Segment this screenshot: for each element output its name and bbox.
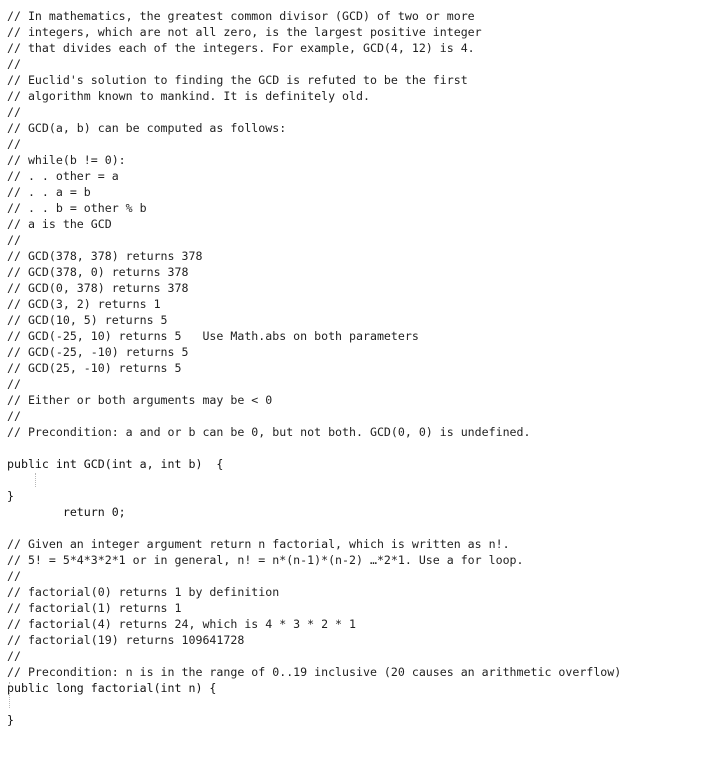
gcd-return-line	[7, 472, 715, 519]
code-line: // GCD(-25, 10) returns 5 Use Math.abs on both parameters	[7, 329, 419, 343]
code-line	[7, 520, 715, 536]
code-line: // while(b != 0):	[7, 153, 126, 167]
gcd-return-text: return 0;	[34, 505, 126, 519]
code-line: // Precondition: a and or b can be 0, but not both. GCD(0, 0) is undefined.	[7, 425, 531, 439]
code-line: // factorial(1) returns 1	[7, 601, 182, 615]
code-line: // GCD(10, 5) returns 5	[7, 313, 168, 327]
code-line: // GCD(0, 378) returns 378	[7, 281, 189, 295]
code-line: // . . a = b	[7, 185, 91, 199]
code-editor[interactable]	[7, 8, 715, 728]
code-line: // integers, which are not all zero, is the largest positive integer	[7, 25, 482, 39]
code-line: //	[7, 569, 21, 583]
code-line: // . . b = other % b	[7, 201, 147, 215]
code-line: // GCD(-25, -10) returns 5	[7, 345, 189, 359]
code-line: // Either or both arguments may be < 0	[7, 393, 273, 407]
code-line: //	[7, 409, 21, 423]
code-line: // factorial(4) returns 24, which is 4 * 3 * 2 * 1	[7, 617, 357, 631]
code-line: // GCD(378, 0) returns 378	[7, 265, 189, 279]
gcd-signature-line: public int GCD(int a, int b) {	[7, 457, 224, 471]
code-line: // 5! = 5*4*3*2*1 or in general, n! = n*(n-1)*(n-2) …*2*1. Use a for loop.	[7, 553, 524, 567]
factorial-close-brace-line: }	[7, 713, 14, 727]
code-line: // algorithm known to mankind. It is definitely old.	[7, 89, 370, 103]
code-line: // GCD(3, 2) returns 1	[7, 297, 161, 311]
code-line: //	[7, 57, 21, 71]
factorial-body-line	[7, 696, 715, 712]
code-line: // . . other = a	[7, 169, 119, 183]
code-line: // Precondition: n is in the range of 0..19 inclusive (20 causes an arithmetic overflow)	[7, 665, 622, 679]
code-line	[7, 440, 715, 456]
code-line: //	[7, 233, 21, 247]
factorial-signature-line: public long factorial(int n) {	[7, 681, 217, 695]
code-line: // In mathematics, the greatest common divisor (GCD) of two or more	[7, 9, 475, 23]
code-line: //	[7, 649, 21, 663]
indent-guide	[9, 682, 10, 708]
gcd-close-brace-line: }	[7, 489, 14, 503]
code-line: // GCD(a, b) can be computed as follows:	[7, 121, 287, 135]
code-line: // a is the GCD	[7, 217, 112, 231]
code-line: // GCD(378, 378) returns 378	[7, 249, 203, 263]
code-line: // GCD(25, -10) returns 5	[7, 361, 182, 375]
code-line: // factorial(19) returns 109641728	[7, 633, 245, 647]
code-line: // factorial(0) returns 1 by definition	[7, 585, 280, 599]
code-line: //	[7, 377, 21, 391]
code-line: // that divides each of the integers. For example, GCD(4, 12) is 4.	[7, 41, 475, 55]
code-line: //	[7, 105, 21, 119]
code-line: // Given an integer argument return n factorial, which is written as n!.	[7, 537, 510, 551]
code-line: // Euclid's solution to finding the GCD is refuted to be the first	[7, 73, 468, 87]
code-line: //	[7, 137, 21, 151]
indent-guide	[35, 473, 36, 487]
